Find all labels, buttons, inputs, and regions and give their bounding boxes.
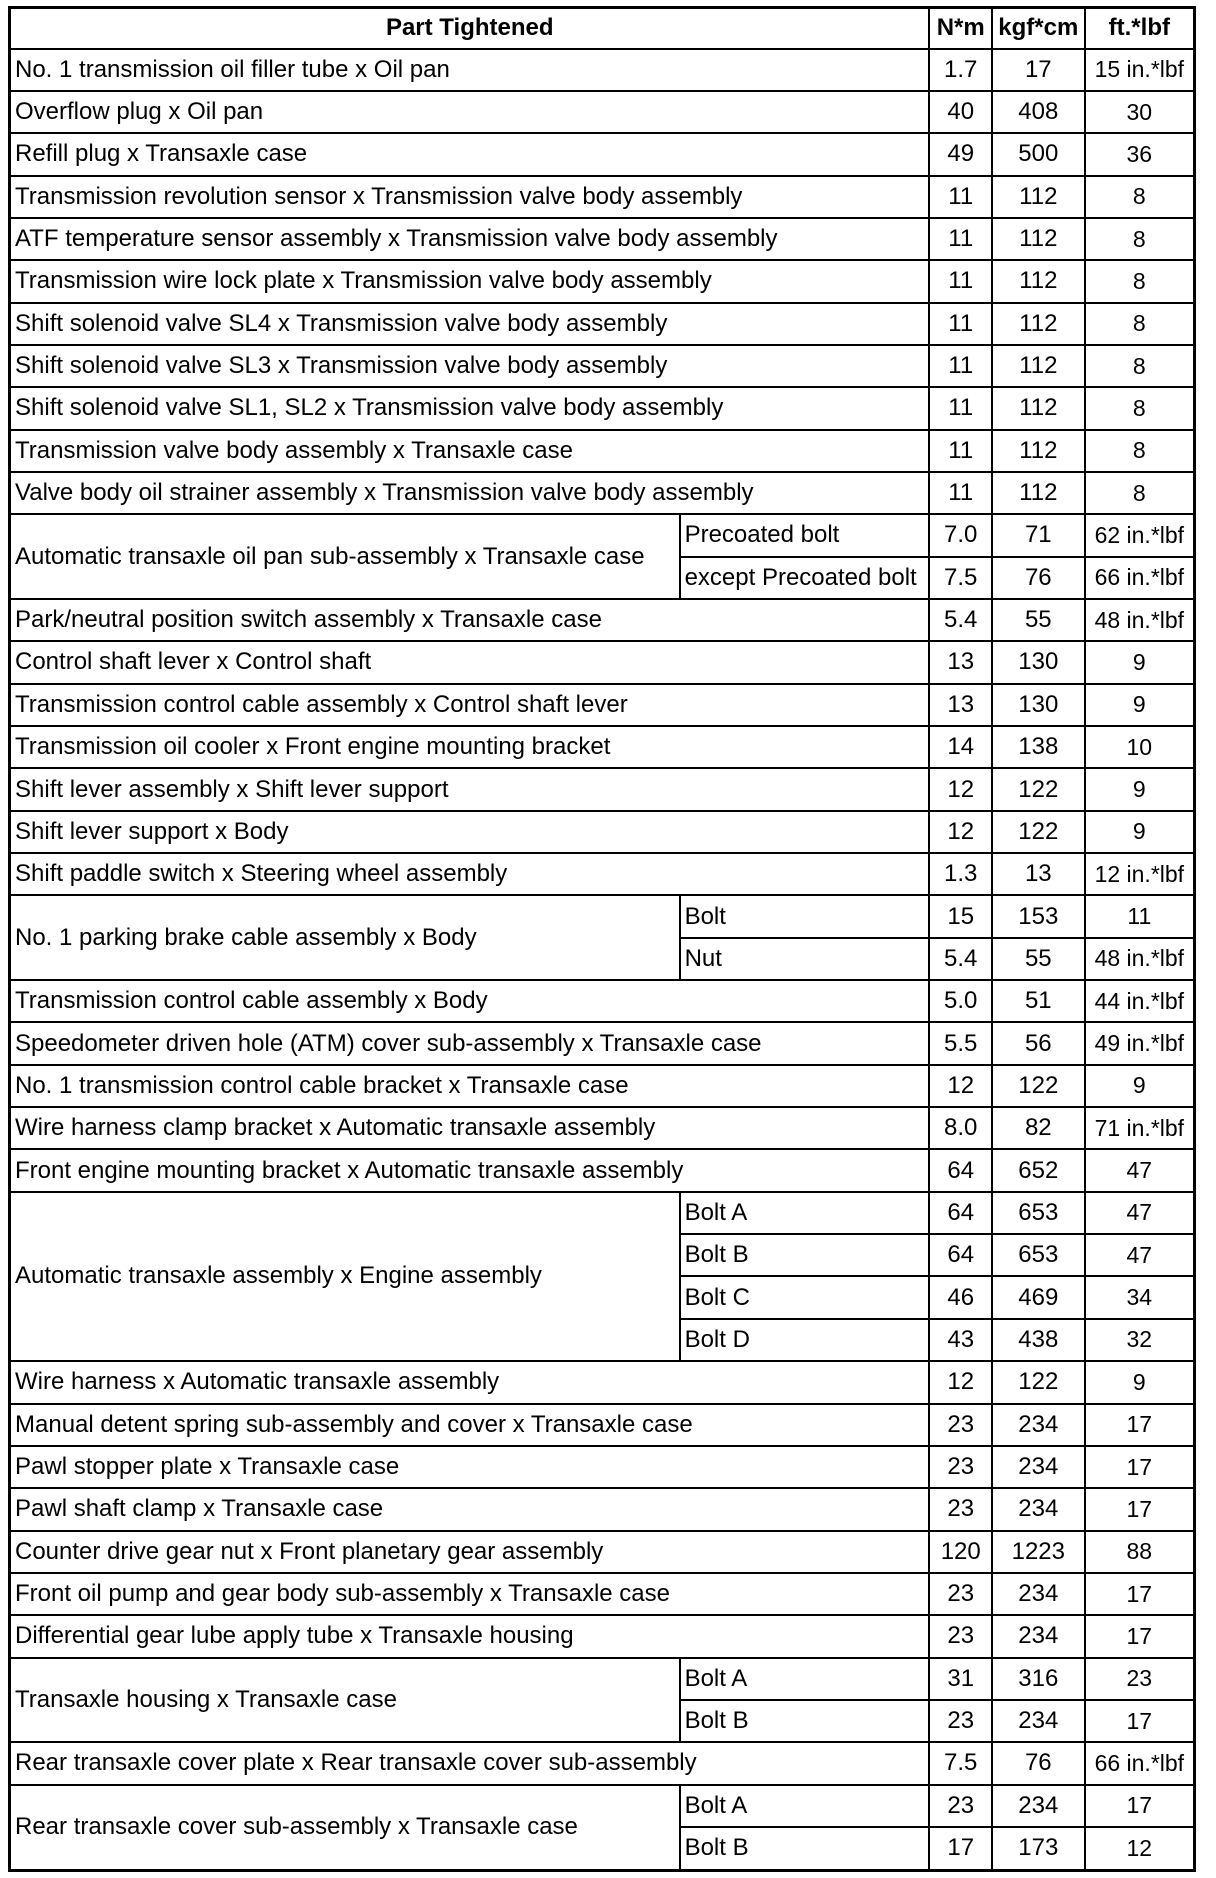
nm-value-cell: 12 [929, 768, 991, 810]
nm-value-cell: 12 [929, 811, 991, 853]
table-row [10, 345, 1195, 387]
ft-lbf-value-cell: 9 [1085, 768, 1195, 810]
kgf-cm-value-cell: 55 [992, 938, 1085, 980]
nm-value-cell: 12 [929, 1065, 991, 1107]
kgf-cm-value-cell: 653 [992, 1192, 1085, 1234]
ft-lbf-value-cell: 17 [1085, 1573, 1195, 1615]
table-row [10, 218, 1195, 260]
table-row [10, 853, 1195, 895]
nm-value-cell: 64 [929, 1192, 991, 1234]
part-name-cell: Wire harness clamp bracket x Automatic transaxle assembly [10, 1107, 930, 1149]
part-name-cell: Front engine mounting bracket x Automatic transaxle assembly [10, 1149, 930, 1191]
part-name-cell: Manual detent spring sub-assembly and cover x Transaxle case [10, 1404, 930, 1446]
part-name-cell: Counter drive gear nut x Front planetary gear assembly [10, 1531, 930, 1573]
kgf-cm-value-cell: 130 [992, 641, 1085, 683]
table-row [10, 1149, 1195, 1191]
table-row [10, 514, 1195, 556]
kgf-cm-value-cell: 112 [992, 345, 1085, 387]
nm-value-cell: 5.0 [929, 980, 991, 1022]
part-name-cell: No. 1 transmission control cable bracket x Transaxle case [10, 1065, 930, 1107]
table-row [10, 1488, 1195, 1530]
nm-value-cell: 13 [929, 684, 991, 726]
fastener-label-cell: Bolt A [680, 1192, 930, 1234]
nm-value-cell: 40 [929, 91, 991, 133]
kgf-cm-value-cell: 138 [992, 726, 1085, 768]
part-name-cell: Transmission control cable assembly x Body [10, 980, 930, 1022]
ft-lbf-value-cell: 17 [1085, 1700, 1195, 1742]
kgf-cm-value-cell: 76 [992, 1742, 1085, 1784]
ft-lbf-value-cell: 47 [1085, 1234, 1195, 1276]
table-row [10, 49, 1195, 91]
part-name-cell: Shift paddle switch x Steering wheel assembly [10, 853, 930, 895]
nm-value-cell: 64 [929, 1234, 991, 1276]
ft-lbf-value-cell: 15 in.*lbf [1085, 49, 1195, 91]
ft-lbf-value-cell: 47 [1085, 1192, 1195, 1234]
header-row [10, 8, 1195, 49]
part-name-cell: No. 1 transmission oil filler tube x Oil pan [10, 49, 930, 91]
nm-value-cell: 7.5 [929, 557, 991, 599]
part-name-cell: Rear transaxle cover sub-assembly x Transaxle case [10, 1785, 680, 1871]
fastener-label-cell: Bolt B [680, 1827, 930, 1871]
part-name-cell: Wire harness x Automatic transaxle assembly [10, 1361, 930, 1403]
part-name-cell: Transaxle housing x Transaxle case [10, 1658, 680, 1743]
kgf-cm-value-cell: 653 [992, 1234, 1085, 1276]
ft-lbf-value-cell: 30 [1085, 91, 1195, 133]
kgf-cm-value-cell: 130 [992, 684, 1085, 726]
kgf-cm-value-cell: 234 [992, 1573, 1085, 1615]
ft-lbf-value-cell: 47 [1085, 1149, 1195, 1191]
ft-lbf-value-cell: 8 [1085, 430, 1195, 472]
ft-lbf-value-cell: 8 [1085, 472, 1195, 514]
nm-value-cell: 31 [929, 1658, 991, 1700]
table-row [10, 895, 1195, 937]
nm-value-cell: 5.4 [929, 938, 991, 980]
ft-lbf-value-cell: 62 in.*lbf [1085, 514, 1195, 556]
ft-lbf-value-cell: 8 [1085, 345, 1195, 387]
kgf-cm-value-cell: 234 [992, 1488, 1085, 1530]
ft-lbf-value-cell: 17 [1085, 1488, 1195, 1530]
kgf-cm-value-cell: 316 [992, 1658, 1085, 1700]
kgf-cm-value-cell: 122 [992, 768, 1085, 810]
part-name-cell: Differential gear lube apply tube x Transaxle housing [10, 1615, 930, 1657]
table-row [10, 472, 1195, 514]
kgf-cm-value-cell: 112 [992, 472, 1085, 514]
nm-value-cell: 5.4 [929, 599, 991, 641]
ft-lbf-value-cell: 9 [1085, 641, 1195, 683]
nm-value-cell: 23 [929, 1615, 991, 1657]
ft-lbf-value-cell: 34 [1085, 1276, 1195, 1318]
kgf-cm-value-cell: 112 [992, 176, 1085, 218]
part-name-cell: Valve body oil strainer assembly x Transmission valve body assembly [10, 472, 930, 514]
fastener-label-cell: Bolt D [680, 1319, 930, 1361]
part-name-cell: Overflow plug x Oil pan [10, 91, 930, 133]
table-row [10, 176, 1195, 218]
part-name-cell: Shift solenoid valve SL1, SL2 x Transmission valve body assembly [10, 387, 930, 429]
table-row [10, 1785, 1195, 1827]
ft-lbf-value-cell: 17 [1085, 1446, 1195, 1488]
kgf-cm-value-cell: 652 [992, 1149, 1085, 1191]
ft-lbf-value-cell: 8 [1085, 218, 1195, 260]
kgf-cm-value-cell: 112 [992, 260, 1085, 302]
nm-value-cell: 17 [929, 1827, 991, 1871]
nm-value-cell: 11 [929, 345, 991, 387]
kgf-cm-value-cell: 56 [992, 1022, 1085, 1064]
table-row [10, 260, 1195, 302]
table-row [10, 768, 1195, 810]
kgf-cm-value-cell: 122 [992, 1065, 1085, 1107]
kgf-cm-value-cell: 71 [992, 514, 1085, 556]
nm-value-cell: 11 [929, 430, 991, 472]
part-name-cell: Rear transaxle cover plate x Rear transaxle cover sub-assembly [10, 1742, 930, 1784]
nm-value-cell: 11 [929, 303, 991, 345]
ft-lbf-value-cell: 9 [1085, 1361, 1195, 1403]
header-part-tightened: Part Tightened [10, 8, 930, 49]
ft-lbf-value-cell: 17 [1085, 1404, 1195, 1446]
nm-value-cell: 7.0 [929, 514, 991, 556]
ft-lbf-value-cell: 66 in.*lbf [1085, 1742, 1195, 1784]
header-ft-lbf: ft.*lbf [1085, 8, 1195, 49]
ft-lbf-value-cell: 49 in.*lbf [1085, 1022, 1195, 1064]
nm-value-cell: 11 [929, 472, 991, 514]
ft-lbf-value-cell: 8 [1085, 176, 1195, 218]
kgf-cm-value-cell: 17 [992, 49, 1085, 91]
ft-lbf-value-cell: 11 [1085, 895, 1195, 937]
part-name-cell: Park/neutral position switch assembly x Transaxle case [10, 599, 930, 641]
table-row [10, 641, 1195, 683]
part-name-cell: Transmission valve body assembly x Transaxle case [10, 430, 930, 472]
nm-value-cell: 23 [929, 1404, 991, 1446]
nm-value-cell: 11 [929, 218, 991, 260]
kgf-cm-value-cell: 122 [992, 1361, 1085, 1403]
table-row [10, 1192, 1195, 1234]
table-row [10, 430, 1195, 472]
table-row [10, 1446, 1195, 1488]
fastener-label-cell: Bolt B [680, 1234, 930, 1276]
nm-value-cell: 13 [929, 641, 991, 683]
table-row [10, 1065, 1195, 1107]
part-name-cell: Refill plug x Transaxle case [10, 133, 930, 175]
nm-value-cell: 14 [929, 726, 991, 768]
kgf-cm-value-cell: 13 [992, 853, 1085, 895]
kgf-cm-value-cell: 82 [992, 1107, 1085, 1149]
nm-value-cell: 1.3 [929, 853, 991, 895]
fastener-label-cell: Nut [680, 938, 930, 980]
nm-value-cell: 120 [929, 1531, 991, 1573]
kgf-cm-value-cell: 112 [992, 218, 1085, 260]
table-row [10, 1573, 1195, 1615]
kgf-cm-value-cell: 55 [992, 599, 1085, 641]
kgf-cm-value-cell: 122 [992, 811, 1085, 853]
ft-lbf-value-cell: 8 [1085, 303, 1195, 345]
kgf-cm-value-cell: 112 [992, 387, 1085, 429]
kgf-cm-value-cell: 153 [992, 895, 1085, 937]
kgf-cm-value-cell: 1223 [992, 1531, 1085, 1573]
nm-value-cell: 49 [929, 133, 991, 175]
kgf-cm-value-cell: 408 [992, 91, 1085, 133]
fastener-label-cell: Precoated bolt [680, 514, 930, 556]
ft-lbf-value-cell: 8 [1085, 387, 1195, 429]
fastener-label-cell: except Precoated bolt [680, 557, 930, 599]
nm-value-cell: 11 [929, 176, 991, 218]
nm-value-cell: 23 [929, 1573, 991, 1615]
nm-value-cell: 5.5 [929, 1022, 991, 1064]
fastener-label-cell: Bolt B [680, 1700, 930, 1742]
nm-value-cell: 12 [929, 1361, 991, 1403]
part-name-cell: Automatic transaxle oil pan sub-assembly x Transaxle case [10, 514, 680, 599]
nm-value-cell: 23 [929, 1700, 991, 1742]
ft-lbf-value-cell: 66 in.*lbf [1085, 557, 1195, 599]
ft-lbf-value-cell: 12 [1085, 1827, 1195, 1871]
ft-lbf-value-cell: 10 [1085, 726, 1195, 768]
part-name-cell: Pawl shaft clamp x Transaxle case [10, 1488, 930, 1530]
table-row [10, 599, 1195, 641]
part-name-cell: No. 1 parking brake cable assembly x Body [10, 895, 680, 980]
fastener-label-cell: Bolt A [680, 1785, 930, 1827]
kgf-cm-value-cell: 234 [992, 1404, 1085, 1446]
header-nm: N*m [929, 8, 991, 49]
kgf-cm-value-cell: 234 [992, 1785, 1085, 1827]
ft-lbf-value-cell: 9 [1085, 1065, 1195, 1107]
nm-value-cell: 23 [929, 1446, 991, 1488]
fastener-label-cell: Bolt [680, 895, 930, 937]
ft-lbf-value-cell: 12 in.*lbf [1085, 853, 1195, 895]
kgf-cm-value-cell: 500 [992, 133, 1085, 175]
ft-lbf-value-cell: 36 [1085, 133, 1195, 175]
nm-value-cell: 1.7 [929, 49, 991, 91]
ft-lbf-value-cell: 71 in.*lbf [1085, 1107, 1195, 1149]
part-name-cell: Transmission control cable assembly x Control shaft lever [10, 684, 930, 726]
table-row [10, 726, 1195, 768]
table-row [10, 1022, 1195, 1064]
table-row [10, 303, 1195, 345]
ft-lbf-value-cell: 44 in.*lbf [1085, 980, 1195, 1022]
part-name-cell: Shift solenoid valve SL4 x Transmission valve body assembly [10, 303, 930, 345]
kgf-cm-value-cell: 112 [992, 430, 1085, 472]
part-name-cell: Pawl stopper plate x Transaxle case [10, 1446, 930, 1488]
nm-value-cell: 23 [929, 1488, 991, 1530]
nm-value-cell: 46 [929, 1276, 991, 1318]
part-name-cell: Automatic transaxle assembly x Engine assembly [10, 1192, 680, 1361]
kgf-cm-value-cell: 76 [992, 557, 1085, 599]
table-row [10, 684, 1195, 726]
kgf-cm-value-cell: 51 [992, 980, 1085, 1022]
nm-value-cell: 11 [929, 387, 991, 429]
kgf-cm-value-cell: 234 [992, 1700, 1085, 1742]
kgf-cm-value-cell: 234 [992, 1446, 1085, 1488]
part-name-cell: Control shaft lever x Control shaft [10, 641, 930, 683]
kgf-cm-value-cell: 112 [992, 303, 1085, 345]
part-name-cell: Shift lever support x Body [10, 811, 930, 853]
table-row [10, 133, 1195, 175]
ft-lbf-value-cell: 32 [1085, 1319, 1195, 1361]
table-row [10, 1404, 1195, 1446]
part-name-cell: Shift solenoid valve SL3 x Transmission valve body assembly [10, 345, 930, 387]
table-row [10, 980, 1195, 1022]
nm-value-cell: 43 [929, 1319, 991, 1361]
ft-lbf-value-cell: 48 in.*lbf [1085, 938, 1195, 980]
table-row [10, 1107, 1195, 1149]
table-row [10, 1658, 1195, 1700]
fastener-label-cell: Bolt C [680, 1276, 930, 1318]
fastener-label-cell: Bolt A [680, 1658, 930, 1700]
nm-value-cell: 8.0 [929, 1107, 991, 1149]
kgf-cm-value-cell: 438 [992, 1319, 1085, 1361]
table-row [10, 91, 1195, 133]
ft-lbf-value-cell: 8 [1085, 260, 1195, 302]
nm-value-cell: 7.5 [929, 1742, 991, 1784]
kgf-cm-value-cell: 469 [992, 1276, 1085, 1318]
nm-value-cell: 11 [929, 260, 991, 302]
ft-lbf-value-cell: 23 [1085, 1658, 1195, 1700]
ft-lbf-value-cell: 9 [1085, 684, 1195, 726]
table-row [10, 811, 1195, 853]
ft-lbf-value-cell: 17 [1085, 1785, 1195, 1827]
kgf-cm-value-cell: 173 [992, 1827, 1085, 1871]
header-kgf-cm: kgf*cm [992, 8, 1085, 49]
table-row [10, 1531, 1195, 1573]
part-name-cell: Transmission oil cooler x Front engine mounting bracket [10, 726, 930, 768]
nm-value-cell: 23 [929, 1785, 991, 1827]
kgf-cm-value-cell: 234 [992, 1615, 1085, 1657]
part-name-cell: Transmission wire lock plate x Transmission valve body assembly [10, 260, 930, 302]
ft-lbf-value-cell: 88 [1085, 1531, 1195, 1573]
ft-lbf-value-cell: 17 [1085, 1615, 1195, 1657]
nm-value-cell: 15 [929, 895, 991, 937]
part-name-cell: Transmission revolution sensor x Transmission valve body assembly [10, 176, 930, 218]
ft-lbf-value-cell: 48 in.*lbf [1085, 599, 1195, 641]
table-row [10, 1615, 1195, 1657]
nm-value-cell: 64 [929, 1149, 991, 1191]
table-row [10, 387, 1195, 429]
torque-specification-table [8, 6, 1196, 1872]
ft-lbf-value-cell: 9 [1085, 811, 1195, 853]
part-name-cell: Front oil pump and gear body sub-assembly x Transaxle case [10, 1573, 930, 1615]
table-row [10, 1742, 1195, 1784]
table-row [10, 1361, 1195, 1403]
part-name-cell: Shift lever assembly x Shift lever support [10, 768, 930, 810]
part-name-cell: ATF temperature sensor assembly x Transmission valve body assembly [10, 218, 930, 260]
part-name-cell: Speedometer driven hole (ATM) cover sub-assembly x Transaxle case [10, 1022, 930, 1064]
